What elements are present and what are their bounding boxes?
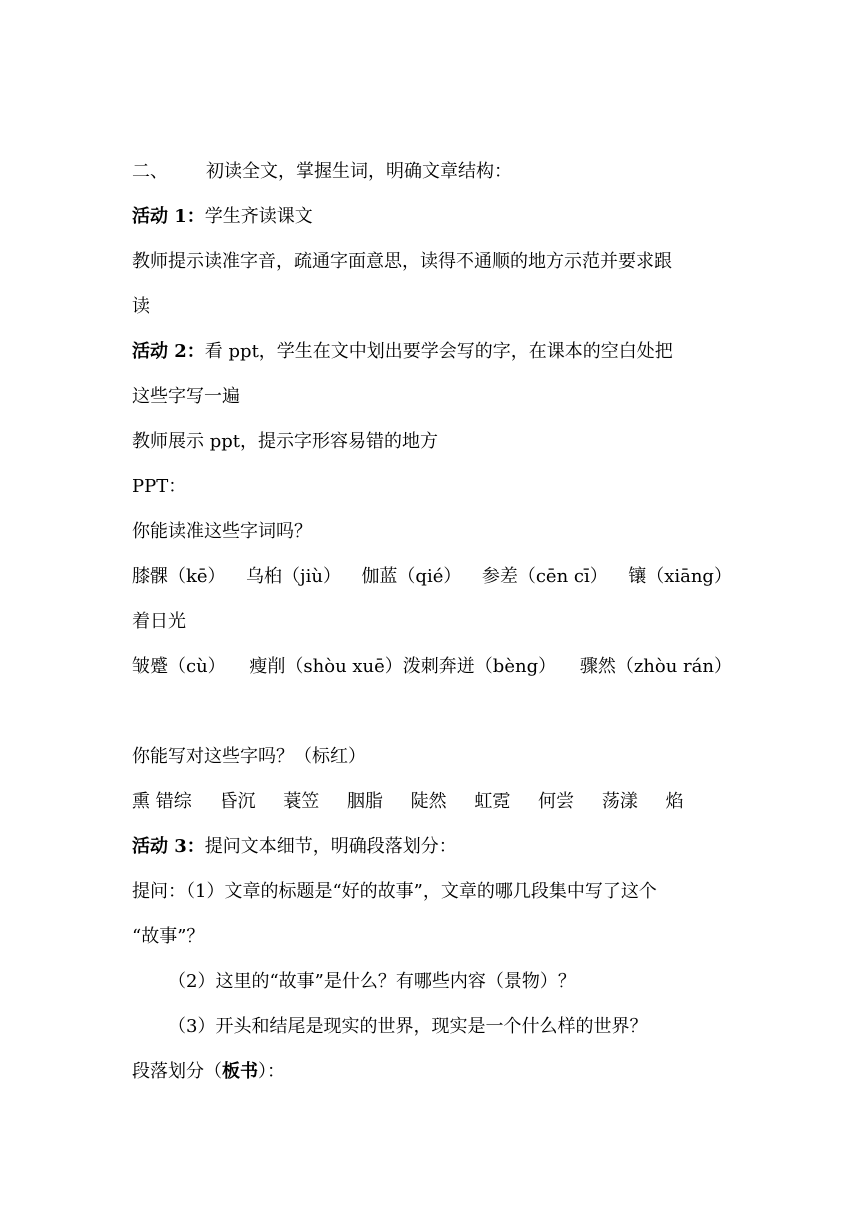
write-words-row (132, 790, 732, 814)
write-word: 蓑笠 (283, 791, 320, 812)
paragraph-division-bold: 板书 (222, 1061, 258, 1082)
write-question: 你能写对这些字吗？（标红） (132, 746, 366, 767)
write-word: 陡然 (410, 791, 447, 812)
write-word: 昏沉 (219, 791, 256, 812)
pinyin-item: 镶（xiāng） (628, 566, 732, 587)
pinyin-row2 (132, 655, 732, 679)
section-heading (132, 160, 732, 184)
write-word: 焰 (665, 791, 684, 812)
question1-line1: 提问：（1）文章的标题是“好的故事”，文章的哪几段集中写了这个 (132, 881, 657, 902)
activity2-text-line2: 这些字写一遍 (132, 386, 240, 407)
teacher-hint1-line1: 教师提示读准字音，疏通字面意思，读得不通顺的地方示范并要求跟 (132, 251, 672, 272)
pinyin-item: 瘦削（shòu xuē）泼刺奔迸（bèng） (249, 656, 557, 677)
paragraph-division-suffix: ）： (258, 1061, 285, 1082)
activity2-line (132, 340, 732, 364)
pinyin-item: 膝髁（kē） (132, 566, 226, 587)
pinyin-item: 皱蹙（cù） (132, 656, 226, 677)
ppt-label: PPT： (132, 476, 187, 497)
pinyin-item: 伽蓝（qié） (361, 566, 462, 587)
activity3-line (132, 835, 732, 859)
question3: （3）开头和结尾是现实的世界，现实是一个什么样的世界？ (168, 1016, 648, 1037)
activity1-line (132, 205, 732, 229)
pinyin-item: 乌桕（jiù） (246, 566, 341, 587)
activity3-text: 提问文本细节，明确段落划分： (204, 836, 457, 857)
pinyin-item: 参差（cēn cī） (481, 566, 608, 587)
paragraph-division (132, 1060, 732, 1084)
pinyin-row1 (132, 565, 732, 589)
write-word: 胭脂 (346, 791, 383, 812)
activity2-text-line1: 看 ppt，学生在文中划出要学会写的字，在课本的空白处把 (204, 341, 673, 362)
paragraph-division-prefix: 段落划分（ (132, 1061, 222, 1082)
write-word: 何尝 (538, 791, 575, 812)
activity3-label: 活动 3： (132, 836, 205, 857)
question1-line2: “故事”？ (132, 926, 205, 947)
section-title: 初读全文，掌握生词，明确文章结构： (206, 161, 512, 182)
activity1-label: 活动 1： (132, 206, 205, 227)
write-word: 荡漾 (601, 791, 638, 812)
pinyin-row1-cont: 着日光 (132, 611, 186, 632)
write-word: 熏 错综 (132, 791, 192, 812)
activity2-label: 活动 2： (132, 341, 205, 362)
pinyin-item: 骤然（zhòu rán） (579, 656, 732, 677)
section-number: 二、 (132, 161, 168, 182)
teacher-hint2: 教师展示 ppt，提示字形容易错的地方 (132, 431, 438, 452)
teacher-hint1-line2: 读 (132, 296, 150, 317)
question2: （2）这里的“故事”是什么？有哪些内容（景物）？ (168, 971, 576, 992)
activity1-text: 学生齐读课文 (204, 206, 313, 227)
read-question: 你能读准这些字词吗？ (132, 521, 312, 542)
write-word: 虹霓 (474, 791, 511, 812)
